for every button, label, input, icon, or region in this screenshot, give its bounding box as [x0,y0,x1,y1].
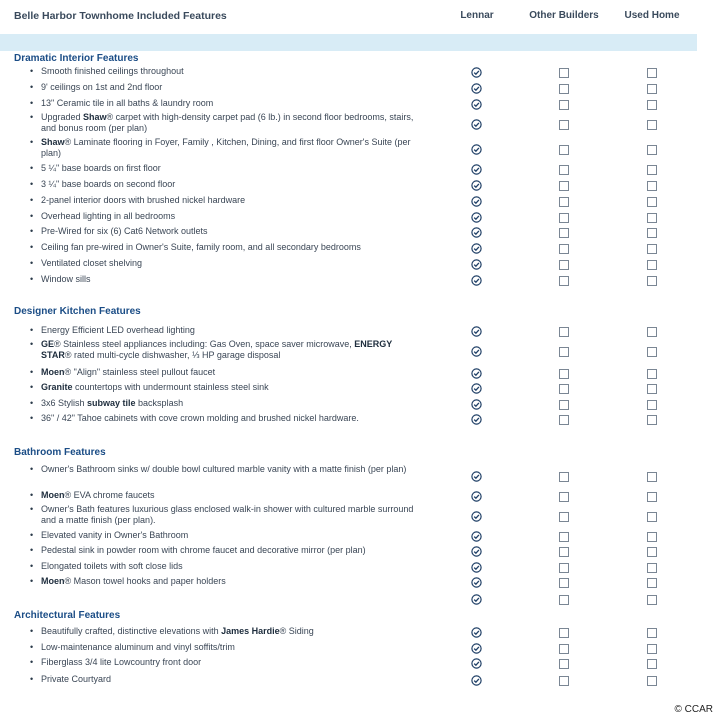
feature-text [41,66,421,77]
other-builders-checkbox [559,347,569,357]
lennar-check-icon [471,643,482,654]
feature-text-part: Smooth finished ceilings throughout [41,66,184,76]
feature-text [41,382,421,393]
used-home-checkbox [647,628,657,638]
other-builders-checkbox [559,512,569,522]
feature-text-part: ® carpet with high-density carpet pad (6 lb.) in second floor bedrooms, stairs, and bonus room (per plan) [41,112,414,133]
bullet: • [30,163,34,173]
lennar-check-icon [471,275,482,286]
feature-row [0,339,719,363]
feature-text-part: Owner's Bathroom sinks w/ double bowl cultured marble vanity with a matte finish (per plan) [41,464,407,474]
feature-text [41,561,421,572]
lennar-check-icon [471,675,482,686]
other-builders-checkbox [559,197,569,207]
brand-name: Moen [41,367,65,377]
bullet: • [30,98,34,108]
lennar-check-icon [471,164,482,175]
other-builders-checkbox [559,676,569,686]
bullet: • [30,576,34,586]
lennar-check-icon [471,531,482,542]
bullet: • [30,367,34,377]
lennar-check-icon [471,83,482,94]
feature-text [41,657,421,668]
feature-text-part: Owner's Bath features luxurious glass enclosed walk-in shower with cultured marble surround and a matte finish (per plan). [41,504,414,525]
other-builders-checkbox [559,492,569,502]
feature-row [0,137,719,161]
feature-text [41,642,421,653]
used-home-checkbox [647,276,657,286]
bullet: • [30,398,34,408]
used-home-checkbox [647,260,657,270]
used-home-checkbox [647,595,657,605]
other-builders-checkbox [559,547,569,557]
bullet: • [30,66,34,76]
feature-text-part: Upgraded [41,112,84,122]
feature-row [0,464,719,488]
brand-name: ENERGY STAR [41,339,393,360]
feature-text [41,674,421,685]
feature-row [0,545,719,557]
used-home-checkbox [647,384,657,394]
feature-text-part: ® EVA chrome faucets [64,490,155,500]
lennar-check-icon [471,119,482,130]
other-builders-checkbox [559,644,569,654]
used-home-checkbox [647,347,657,357]
feature-text [41,464,421,475]
feature-text [41,179,421,190]
feature-text-part: countertops with undermount stainless steel sink [72,382,269,392]
feature-text [41,226,421,237]
bullet: • [30,382,34,392]
lennar-check-icon [471,346,482,357]
bullet: • [30,339,34,349]
feature-row [0,66,719,78]
used-home-checkbox [647,145,657,155]
lennar-check-icon [471,562,482,573]
feature-text [41,163,421,174]
used-home-checkbox [647,578,657,588]
feature-row [0,226,719,238]
used-home-checkbox [647,327,657,337]
lennar-check-icon [471,658,482,669]
used-home-checkbox [647,244,657,254]
lennar-check-icon [471,414,482,425]
feature-text [41,626,421,637]
feature-row [0,576,719,588]
feature-text-part: Elongated toilets with soft close lids [41,561,183,571]
other-builders-checkbox [559,260,569,270]
other-builders-checkbox [559,327,569,337]
lennar-check-icon [471,577,482,588]
used-home-checkbox [647,68,657,78]
bullet: • [30,258,34,268]
other-builders-checkbox [559,595,569,605]
feature-row [0,382,719,394]
feature-text-part: Low-maintenance aluminum and vinyl soffits/trim [41,642,235,652]
other-builders-checkbox [559,384,569,394]
feature-text-part: Fiberglass 3/4 lite Lowcountry front door [41,657,202,667]
section-title: Designer Kitchen Features [14,306,141,317]
lennar-check-icon [471,471,482,482]
feature-text-part: ® Mason towel hooks and paper holders [64,576,226,586]
feature-row [0,642,719,654]
bullet: • [30,642,34,652]
feature-text-part: 2-panel interior doors with brushed nickel hardware [41,195,246,205]
lennar-check-icon [471,546,482,557]
brand-name: Granite [41,382,73,392]
bullet: • [30,195,34,205]
other-builders-checkbox [559,369,569,379]
used-home-checkbox [647,512,657,522]
feature-row [0,504,719,528]
page-title: Belle Harbor Townhome Included Features [14,10,227,22]
bullet: • [30,179,34,189]
bullet: • [30,530,34,540]
feature-text [41,413,421,424]
feature-text-part: 13" Ceramic tile in all baths & laundry room [41,98,214,108]
used-home-checkbox [647,532,657,542]
feature-row [0,179,719,191]
used-home-checkbox [647,369,657,379]
used-home-checkbox [647,100,657,110]
other-builders-checkbox [559,659,569,669]
feature-row [0,413,719,425]
column-header-other-builders: Other Builders [529,10,599,21]
brand-name: Shaw [41,137,65,147]
used-home-checkbox [647,415,657,425]
feature-text [41,137,421,159]
other-builders-checkbox [559,578,569,588]
used-home-checkbox [647,676,657,686]
brand-name: GE [41,339,55,349]
feature-text-part: 5 ¼" base boards on first floor [41,163,161,173]
feature-text-part: 3 ¼" base boards on second floor [41,179,176,189]
feature-text-part: Private Courtyard [41,674,112,684]
feature-row [0,82,719,94]
feature-row [0,98,719,110]
feature-text [41,195,421,206]
bullet: • [30,226,34,236]
lennar-check-icon [471,399,482,410]
other-builders-checkbox [559,415,569,425]
feature-text [41,490,421,501]
other-builders-checkbox [559,276,569,286]
feature-row [0,674,719,686]
feature-text [41,367,421,378]
feature-text [41,504,421,526]
column-header-used-home: Used Home [624,10,680,21]
feature-text-part: Energy Efficient LED overhead lighting [41,325,195,335]
lennar-check-icon [471,212,482,223]
other-builders-checkbox [559,213,569,223]
lennar-check-icon [471,144,482,155]
other-builders-checkbox [559,244,569,254]
bullet: • [30,211,34,221]
lennar-check-icon [471,491,482,502]
used-home-checkbox [647,197,657,207]
other-builders-checkbox [559,472,569,482]
lennar-check-icon [471,326,482,337]
feature-row [0,274,719,286]
feature-text [41,576,421,587]
feature-row [0,242,719,254]
feature-row [0,112,719,136]
feature-text-part: Beautifully crafted, distinctive elevations with [41,626,222,636]
brand-name: James Hardie [221,626,280,636]
section-title: Bathroom Features [14,447,106,458]
feature-text-part: Window sills [41,274,91,284]
feature-text-part: Elevated vanity in Owner's Bathroom [41,530,189,540]
lennar-check-icon [471,368,482,379]
lennar-check-icon [471,67,482,78]
feature-text-part: 9' ceilings on 1st and 2nd floor [41,82,163,92]
lennar-check-icon [471,227,482,238]
other-builders-checkbox [559,84,569,94]
used-home-checkbox [647,547,657,557]
bullet: • [30,464,34,474]
other-builders-checkbox [559,165,569,175]
feature-text-part: Pedestal sink in powder room with chrome faucet and decorative mirror (per plan) [41,545,366,555]
feature-text-part: 36" / 42" Tahoe cabinets with cove crown molding and brushed nickel hardware. [41,413,359,423]
lennar-check-icon [471,243,482,254]
brand-name: Moen [41,576,65,586]
feature-row [0,195,719,207]
feature-text-part: Pre-Wired for six (6) Cat6 Network outlets [41,226,208,236]
bullet: • [30,274,34,284]
bullet: • [30,325,34,335]
bullet: • [30,490,34,500]
bullet: • [30,112,34,122]
other-builders-checkbox [559,400,569,410]
used-home-checkbox [647,472,657,482]
feature-row [0,398,719,410]
feature-text [41,398,421,409]
other-builders-checkbox [559,228,569,238]
feature-row [0,325,719,337]
feature-text [41,339,421,361]
feature-row [0,593,719,605]
lennar-check-icon [471,196,482,207]
lennar-check-icon [471,259,482,270]
lennar-check-icon [471,627,482,638]
feature-text [41,530,421,541]
brand-name: Shaw [83,112,107,122]
used-home-checkbox [647,400,657,410]
bullet: • [30,82,34,92]
other-builders-checkbox [559,100,569,110]
lennar-check-icon [471,594,482,605]
used-home-checkbox [647,120,657,130]
brand-name: subway tile [87,398,136,408]
bullet: • [30,137,34,147]
other-builders-checkbox [559,628,569,638]
feature-text [41,242,421,253]
bullet: • [30,657,34,667]
lennar-check-icon [471,180,482,191]
feature-text-part: ® rated multi-cycle dishwasher, ⅓ HP garage disposal [64,350,281,360]
lennar-check-icon [471,99,482,110]
brand-name: Moen [41,490,65,500]
other-builders-checkbox [559,68,569,78]
bullet: • [30,545,34,555]
feature-text-part: ® Laminate flooring in Foyer, Family , Kitchen, Dining, and first floor Owner's Suite (per plan) [41,137,411,158]
bullet: • [30,674,34,684]
used-home-checkbox [647,492,657,502]
used-home-checkbox [647,659,657,669]
feature-row [0,163,719,175]
other-builders-checkbox [559,532,569,542]
feature-text [41,258,421,269]
feature-text [41,211,421,222]
feature-row [0,490,719,502]
used-home-checkbox [647,644,657,654]
feature-row [0,530,719,542]
lennar-check-icon [471,383,482,394]
other-builders-checkbox [559,120,569,130]
feature-text-part: ® "Align" stainless steel pullout faucet [64,367,216,377]
feature-row [0,258,719,270]
other-builders-checkbox [559,181,569,191]
feature-row [0,657,719,669]
feature-text [41,545,421,556]
bullet: • [30,626,34,636]
feature-text [41,98,421,109]
feature-row [0,626,719,638]
feature-text [41,112,421,134]
feature-text-part: ® Stainless steel appliances including: Gas Oven, space saver microwave, [54,339,355,349]
feature-row [0,367,719,379]
lennar-check-icon [471,511,482,522]
section-title: Dramatic Interior Features [14,53,139,64]
feature-text [41,325,421,336]
feature-row [0,211,719,223]
bullet: • [30,242,34,252]
used-home-checkbox [647,213,657,223]
feature-text-part: ® Siding [279,626,314,636]
feature-text-part: Ventilated closet shelving [41,258,143,268]
other-builders-checkbox [559,563,569,573]
used-home-checkbox [647,181,657,191]
feature-row [0,561,719,573]
section-title: Architectural Features [14,610,121,621]
bullet: • [30,504,34,514]
feature-text [41,82,421,93]
feature-text-part: backsplash [135,398,184,408]
bullet: • [30,413,34,423]
used-home-checkbox [647,165,657,175]
bullet: • [30,561,34,571]
feature-text-part: Overhead lighting in all bedrooms [41,211,176,221]
used-home-checkbox [647,228,657,238]
other-builders-checkbox [559,145,569,155]
used-home-checkbox [647,84,657,94]
feature-text [41,274,421,285]
copyright-footer: © CCAR [674,704,713,715]
column-header-lennar: Lennar [460,10,494,21]
used-home-checkbox [647,563,657,573]
feature-text-part: 3x6 Stylish [41,398,88,408]
feature-text-part: Ceiling fan pre-wired in Owner's Suite, family room, and all secondary bedrooms [41,242,361,252]
